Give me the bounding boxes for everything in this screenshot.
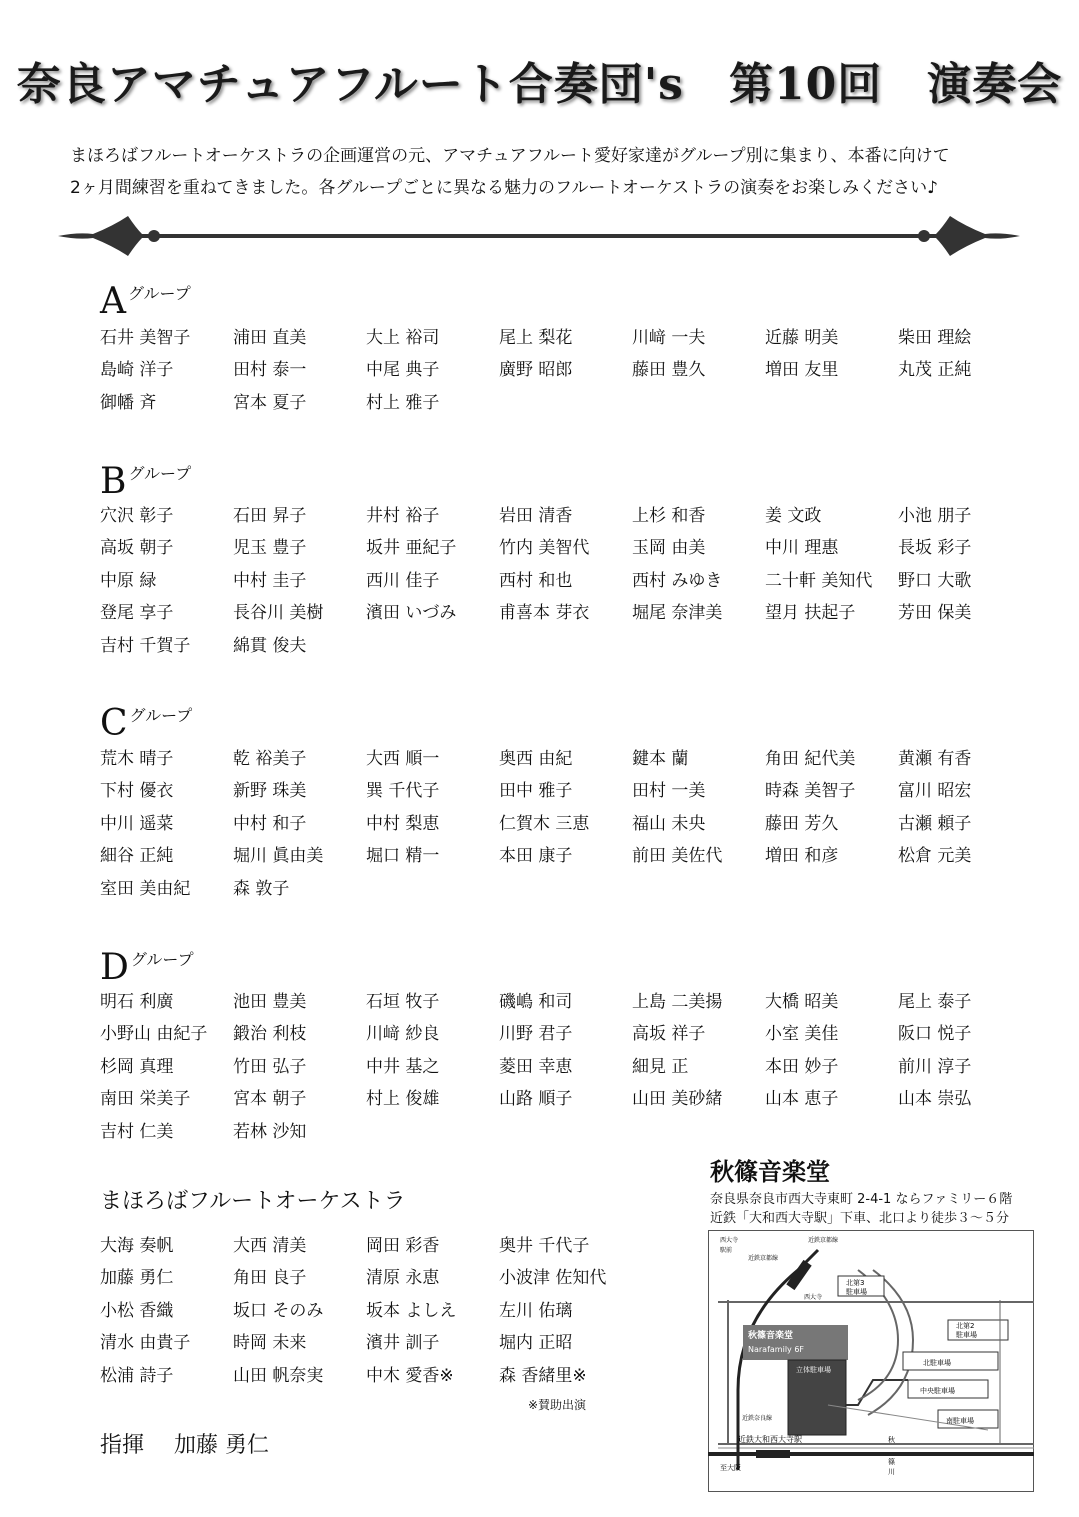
member-name: 角田 紀代美	[765, 749, 856, 769]
member-name: 時岡 未来	[233, 1333, 307, 1354]
group-letter: A	[100, 281, 126, 322]
member-name: 中木 愛香※	[366, 1365, 454, 1386]
member-name: 福山 未央	[632, 813, 706, 834]
group-d-members	[100, 986, 1000, 1148]
member-name: 竹内 美智代	[499, 538, 590, 559]
member-name: 小波津 佐知代	[499, 1268, 607, 1289]
member-name: 時森 美智子	[765, 781, 856, 802]
member-name: 松浦 詩子	[100, 1365, 174, 1386]
member-name: 森 香緒里※	[499, 1365, 587, 1386]
venue-address-block	[710, 1190, 1012, 1228]
map-south-parking: 南駐車場	[946, 1417, 974, 1425]
member-name: 中尾 典子	[366, 360, 440, 381]
member-name: 岩田 清香	[499, 506, 573, 526]
group-c-heading	[100, 703, 193, 746]
member-name: 川﨑 紗良	[366, 1024, 440, 1045]
member-name: 高坂 祥子	[632, 1024, 706, 1045]
venue-name: 秋篠音楽堂	[710, 1157, 830, 1186]
group-a-heading	[100, 281, 191, 324]
page-title: 奈良アマチュアフルート合奏団's 第10回 演奏会	[16, 59, 1063, 110]
member-name: 廣野 昭郎	[499, 360, 573, 381]
member-name: 鍛治 利枝	[233, 1024, 307, 1045]
member-name: 丸茂 正純	[898, 360, 972, 381]
member-name: 山田 美砂緒	[632, 1089, 723, 1110]
member-name: 石井 美智子	[100, 328, 191, 348]
map-route-top3: 近鉄京都線	[808, 1237, 839, 1244]
member-name: 角田 良子	[233, 1268, 307, 1289]
member-name: 岡田 彩香	[366, 1236, 440, 1256]
map-route-top1: 西大寺	[720, 1237, 739, 1244]
conductor	[100, 1428, 269, 1459]
map-shino: 篠	[888, 1458, 895, 1466]
member-name: 南田 栄美子	[100, 1089, 191, 1110]
map-central-parking: 中央駐車場	[920, 1387, 955, 1395]
member-name: 川﨑 一夫	[632, 328, 706, 348]
member-name: 藤田 芳久	[765, 813, 839, 834]
member-name: 玉岡 由美	[632, 538, 706, 559]
member-name: 綿貫 俊夫	[233, 635, 307, 656]
member-name: 長谷川 美樹	[233, 603, 324, 624]
member-name: 大海 奏帆	[100, 1236, 174, 1256]
member-name: 巽 千代子	[366, 781, 440, 802]
map-hall-label: 秋篠音楽堂	[748, 1331, 794, 1341]
group-b-heading	[100, 461, 192, 504]
member-name: 濱田 いづみ	[366, 603, 457, 624]
member-name: 下村 優衣	[100, 781, 174, 802]
member-name: 菱田 幸恵	[499, 1056, 573, 1077]
group-a-members	[100, 322, 1000, 419]
map-station: 近鉄大和西大寺駅	[738, 1435, 802, 1444]
member-name: 坂本 よしえ	[366, 1300, 457, 1321]
member-name: 中川 遥菜	[100, 813, 174, 834]
map-to-osaka: 至大阪	[720, 1464, 741, 1472]
member-name: 本田 康子	[499, 846, 573, 867]
member-name: 鍵本 蘭	[632, 749, 689, 769]
member-name: 堀川 眞由美	[233, 846, 324, 867]
member-name: 尾上 梨花	[499, 328, 573, 348]
member-name: 増田 和彦	[765, 846, 839, 867]
member-name: 杉岡 真理	[100, 1056, 174, 1077]
member-name: 中村 圭子	[233, 570, 307, 591]
member-name: 前田 美佐代	[632, 846, 723, 867]
member-name: 仁賀木 三恵	[499, 813, 590, 834]
member-name: 中原 緑	[100, 570, 157, 591]
venue-map	[708, 1230, 1034, 1492]
member-name: 濱井 訓子	[366, 1333, 440, 1354]
venue-access: 近鉄「大和西大寺駅」下車、北口より徒歩３～５分	[710, 1211, 1010, 1226]
member-name: 中村 和子	[233, 813, 307, 834]
intro-text	[70, 140, 1030, 204]
member-name: 田村 一美	[632, 781, 706, 802]
member-name: 古瀬 頼子	[898, 813, 972, 834]
member-name: 中村 梨恵	[366, 813, 440, 834]
member-name: 黄瀬 有香	[898, 749, 972, 769]
member-name: 石田 昇子	[233, 506, 307, 526]
member-name: 室田 美由紀	[100, 878, 191, 899]
member-name: 堀内 正昭	[499, 1333, 573, 1354]
group-letter: B	[100, 461, 127, 502]
map-route-top2: 駅前	[720, 1247, 733, 1254]
member-name: 山路 順子	[499, 1089, 573, 1110]
map-north2: 北第2	[956, 1322, 975, 1330]
map-north-parking: 北駐車場	[923, 1359, 951, 1367]
member-name: 石垣 牧子	[366, 992, 440, 1012]
member-name: 大橋 昭美	[765, 992, 839, 1012]
member-name: 西村 みゆき	[632, 570, 723, 591]
member-name: 二十軒 美知代	[765, 570, 873, 591]
group-suffix: グループ	[130, 950, 194, 969]
member-name: 甫喜本 芽衣	[499, 603, 590, 624]
member-name: 磯嶋 和司	[499, 992, 573, 1012]
member-name: 富川 昭宏	[898, 781, 972, 802]
member-name: 大西 順一	[366, 749, 440, 769]
group-letter: D	[100, 947, 129, 988]
member-name: 細見 正	[632, 1056, 689, 1077]
member-name: 山田 帆奈実	[233, 1365, 324, 1386]
member-name: 坂井 亜紀子	[366, 538, 457, 559]
member-name: 吉村 仁美	[100, 1121, 174, 1142]
member-name: 左川 佑璃	[499, 1300, 573, 1321]
member-name: 西村 和也	[499, 570, 573, 591]
group-d-heading	[100, 947, 194, 990]
member-name: 山本 崇弘	[898, 1089, 972, 1110]
map-line-left: 近鉄京都線	[748, 1255, 779, 1262]
group-letter: C	[100, 703, 128, 744]
member-name: 乾 裕美子	[233, 749, 307, 769]
member-name: 竹田 弘子	[233, 1056, 307, 1077]
member-name: 近藤 明美	[765, 328, 839, 348]
member-name: 上杉 和香	[632, 506, 706, 526]
support-note: ※賛助出演	[528, 1398, 587, 1412]
map-north2b: 駐車場	[956, 1331, 977, 1339]
member-name: 小室 美佳	[765, 1024, 839, 1045]
member-name: 清原 永恵	[366, 1268, 440, 1289]
member-name: 村上 雅子	[366, 392, 440, 413]
member-name: 森 敦子	[233, 878, 290, 899]
venue-address: 奈良県奈良市西大寺東町 2-4-1 ならファミリー６階	[710, 1192, 1013, 1207]
member-name: 細谷 正純	[100, 846, 174, 867]
member-name: 上島 二美揚	[632, 992, 723, 1012]
member-name: 若林 沙知	[233, 1121, 307, 1142]
member-name: 登尾 享子	[100, 603, 174, 624]
member-name: 荒木 晴子	[100, 749, 174, 769]
member-name: 増田 友里	[765, 360, 839, 381]
intro-line-1: まほろばフルートオーケストラの企画運営の元、アマチュアフルート愛好家達がグループ別に集まり、本番に向けて	[70, 146, 950, 166]
map-aki: 秋	[888, 1436, 895, 1444]
member-name: 宮本 夏子	[233, 392, 307, 413]
member-name: 高坂 朝子	[100, 538, 174, 559]
map-north3b: 駐車場	[846, 1288, 867, 1296]
member-name: 大上 裕司	[366, 328, 440, 348]
member-name: 小池 朋子	[898, 506, 972, 526]
member-name: 坂口 そのみ	[233, 1300, 324, 1321]
member-name: 井村 裕子	[366, 506, 440, 526]
member-name: 長坂 彩子	[898, 538, 972, 559]
member-name: 川野 君子	[499, 1024, 573, 1045]
member-name: 西川 佳子	[366, 570, 440, 591]
member-name: 藤田 豊久	[632, 360, 706, 381]
conductor-name: 加藤 勇仁	[174, 1433, 270, 1458]
member-name: 清水 由貴子	[100, 1333, 191, 1354]
member-name: 本田 妙子	[765, 1056, 839, 1077]
conductor-label: 指揮	[100, 1433, 145, 1458]
member-name: 小松 香織	[100, 1300, 174, 1321]
member-name: 中井 基之	[366, 1056, 440, 1077]
member-name: 中川 理惠	[765, 538, 839, 559]
member-name: 松倉 元美	[898, 846, 972, 867]
group-b-members	[100, 500, 1000, 662]
member-name: 尾上 泰子	[898, 992, 972, 1012]
intro-line-2: 2ヶ月間練習を重ねてきました。各グループごとに異なる魅力のフルートオーケストラの演奏をお楽しみください♪	[70, 178, 939, 198]
member-name: 柴田 理絵	[898, 328, 972, 348]
group-suffix: グループ	[128, 464, 192, 483]
member-name: 浦田 直美	[233, 328, 307, 348]
group-c-members	[100, 743, 1000, 905]
member-name: 宮本 朝子	[233, 1089, 307, 1110]
map-hall-sub: Narafamily 6F	[748, 1345, 805, 1354]
member-name: 大西 清美	[233, 1236, 307, 1256]
member-name: 新野 珠美	[233, 781, 307, 802]
member-name: 村上 俊雄	[366, 1089, 440, 1110]
member-name: 穴沢 彰子	[100, 506, 174, 526]
map-road-mid: 西大寺	[804, 1294, 823, 1301]
map-multi-parking: 立体駐車場	[796, 1366, 831, 1374]
member-name: 島崎 洋子	[100, 360, 174, 381]
group-suffix: グループ	[128, 284, 191, 303]
member-name: 明石 利廣	[100, 992, 174, 1012]
member-name: 阪口 悦子	[898, 1024, 972, 1045]
member-name: 池田 豊美	[233, 992, 307, 1012]
member-name: 奥西 由紀	[499, 749, 573, 769]
member-name: 山本 恵子	[765, 1089, 839, 1110]
member-name: 田村 泰一	[233, 360, 307, 381]
member-name: 田中 雅子	[499, 781, 573, 802]
group-suffix: グループ	[129, 706, 193, 725]
member-name: 芳田 保美	[898, 603, 972, 624]
member-name: 吉村 千賀子	[100, 635, 191, 656]
member-name: 姜 文政	[765, 506, 822, 526]
map-north3: 北第3	[846, 1279, 865, 1287]
member-name: 小野山 由紀子	[100, 1024, 208, 1045]
member-name: 堀口 精一	[366, 846, 440, 867]
member-name: 御幡 斉	[100, 392, 157, 413]
member-name: 堀尾 奈津美	[632, 603, 723, 624]
member-name: 加藤 勇仁	[100, 1268, 174, 1289]
orchestra-heading: まほろばフルートオーケストラ	[100, 1189, 406, 1214]
member-name: 野口 大歌	[898, 570, 972, 591]
ornamental-divider	[58, 214, 1020, 258]
member-name: 前川 淳子	[898, 1056, 972, 1077]
map-left-vertical: 近鉄奈良線	[742, 1415, 773, 1422]
member-name: 望月 扶起子	[765, 603, 856, 624]
map-kawa: 川	[888, 1468, 895, 1476]
member-name: 児玉 豊子	[233, 538, 307, 559]
member-name: 奥井 千代子	[499, 1236, 590, 1256]
